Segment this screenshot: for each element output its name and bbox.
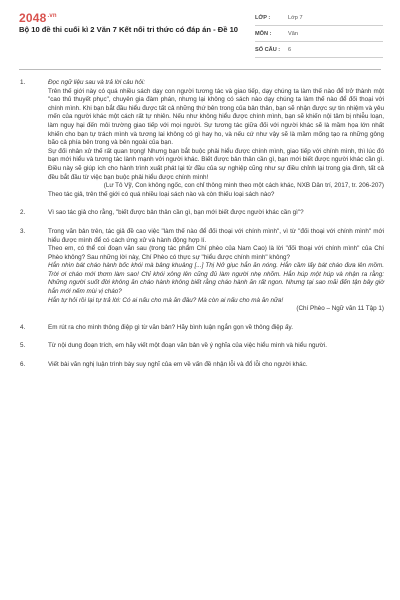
- question-number: 1.: [20, 79, 26, 86]
- meta-key: MÔN :: [255, 30, 272, 37]
- question-body: [48, 79, 384, 199]
- passage-paragraph: Sự đối nhân xử thế rất quan trọng! Nhưng bạn bắt buộc phải hiểu được chính mình, giao tiếp với chính mình, thì lúc đó bạn mới hiểu và tương tác lành mạnh với người khác. Biết được bản thân cần gì, bạn mới biết được người khác cần gì. Điều này sẽ giúp ích cho hành trình xuất phát lại từ đầu của sự nghiệp cũng như sự điều chỉnh lại trong gia đình, tất cả đều bắt đầu từ việc bạn buộc phải hiểu được chính mình!: [48, 147, 384, 181]
- question-item: [18, 228, 384, 314]
- document-title: Bộ 10 đề thi cuối kì 2 Văn 7 Kết nối tri thức có đáp án - Đề 10: [19, 25, 239, 34]
- meta-row-count: [255, 42, 383, 58]
- question-text: Theo tác giả, trên thế giới có quá nhiều loại sách nào và còn thiếu loại sách nào?: [48, 190, 275, 198]
- question-intro: Đọc ngữ liệu sau và trả lời câu hỏi:: [48, 79, 146, 86]
- question-text: Trong văn bản trên, tác giả đề cao việc "làm thế nào để đối thoại với chính mình", vì từ "đối thoại với chính mình" mới hiểu được mình để có cách ứng xử và hành động hợp lí.: [48, 227, 384, 244]
- question-body: [48, 228, 384, 314]
- passage-source: (Lư Tô Vỹ, Con không ngốc, con chỉ thông minh theo một cách khác, NXB Dân trí, 2017, tr. 206-207): [103, 182, 384, 190]
- header-divider: [19, 69, 381, 70]
- logo-text: 2048: [19, 11, 47, 25]
- meta-panel: [255, 10, 383, 58]
- question-item: [18, 324, 384, 333]
- meta-value: Lớp 7: [288, 14, 303, 21]
- question-body: [48, 209, 384, 218]
- question-item: [18, 209, 384, 218]
- question-number: 6.: [20, 361, 26, 369]
- passage-paragraph: Trên thế giới này có quá nhiều sách dạy con người tương tác và giao tiếp, dạy chúng ta làm thế nào để trở thành một "cao thủ thuyết phục", chuyên gia đàm phán, nhưng lại không có sách nào dạy chúng ta làm thế nào để đối thoại với chính mình. Khi bạn bắt đầu hiểu được tất cả những thứ bên trong của bản thân, bạn sẽ nhận được sự tin nhiệm và yêu mến của người khác một cách rất tự nhiên. Nếu như không hiểu được chính mình, bạn sẽ khiến nội tâm bị nhiễu loạn, làm nguy hại đến môi trường giao tiếp với mọi người. Sự tương tác giữa đối với người khác sẽ là mầm họa lớn nhất khiến cho bạn tự trách mình và tương lai không có gì hay ho, và nếu cứ như vậy sẽ là mầm mống tạo ra những gông bão cả phía bên trong và bên ngoài của bạn.: [48, 87, 384, 147]
- meta-value: 6: [288, 46, 292, 53]
- excerpt-text: Hắn tự hỏi rồi lại tự trả lời: Có ai nấu cho mà ăn đâu? Mà còn ai nấu cho mà ăn nữa!: [48, 296, 284, 304]
- questions-list: [18, 79, 384, 380]
- page-header: [0, 0, 400, 64]
- question-text: Từ nội dung đoạn trích, em hãy viết một đoạn văn bản về ý nghĩa của việc hiểu mình và hiểu người.: [48, 342, 327, 350]
- question-number: 5.: [20, 342, 26, 350]
- question-text: Em rút ra cho mình thông điệp gì từ văn bản? Hãy bình luận ngắn gọn về thông điệp ấy.: [48, 323, 293, 331]
- question-text: Theo em, có thể coi đoạn văn sau (trong tác phẩm Chí phèo của Nam Cao) là lời "đối thoại với chính mình" của Chí Phèo không? Sau những lời này, Chí Phèo có thực sự "hiểu được chính mình" không?: [48, 245, 384, 261]
- site-logo[interactable]: [19, 11, 57, 25]
- question-item: [18, 361, 384, 370]
- question-number: 4.: [20, 323, 26, 331]
- meta-key: LỚP :: [255, 14, 271, 21]
- excerpt-source: (Chí Phèo – Ngữ văn 11 Tập 1): [296, 305, 384, 313]
- question-text: Vì sao tác giả cho rằng, "biết được bản thân cần gì, bạn mới biết được người khác cần gì"?: [48, 209, 304, 217]
- question-body: [48, 342, 384, 351]
- excerpt-text: Hắn nhìn bát cháo hành bốc khói mà bâng khuâng [...] Thị Nở giục hắn ăn nóng. Hắn cầm lấy bát cháo đưa lên mồm. Trời ơi cháo mới thơm làm sao! Chỉ khói xông lên cũng đủ làm người nhẹ nhõm. Hắn húp một húp và nhận ra rằng: Những người suốt đời không ăn cháo hành không biết rằng cháo hành ăn rất ngon. Nhưng tại sao mãi đến tận bây giờ hắn mới nếm mùi vị cháo?: [48, 262, 384, 296]
- meta-key: SỐ CÂU :: [255, 46, 281, 53]
- question-body: [48, 361, 384, 370]
- question-number: 2.: [20, 209, 26, 217]
- meta-value: Văn: [288, 30, 298, 37]
- meta-row-class: [255, 10, 383, 26]
- question-number: 3.: [20, 227, 26, 235]
- meta-row-subject: [255, 26, 383, 42]
- question-item: [18, 342, 384, 351]
- logo-suffix: .vn: [47, 13, 57, 19]
- question-item: [18, 79, 384, 199]
- question-body: [48, 324, 384, 333]
- question-text: Viết bài văn nghị luận trình bày suy nghĩ của em về vấn đề nhận lỗi và đổ lỗi cho người khác.: [48, 361, 308, 369]
